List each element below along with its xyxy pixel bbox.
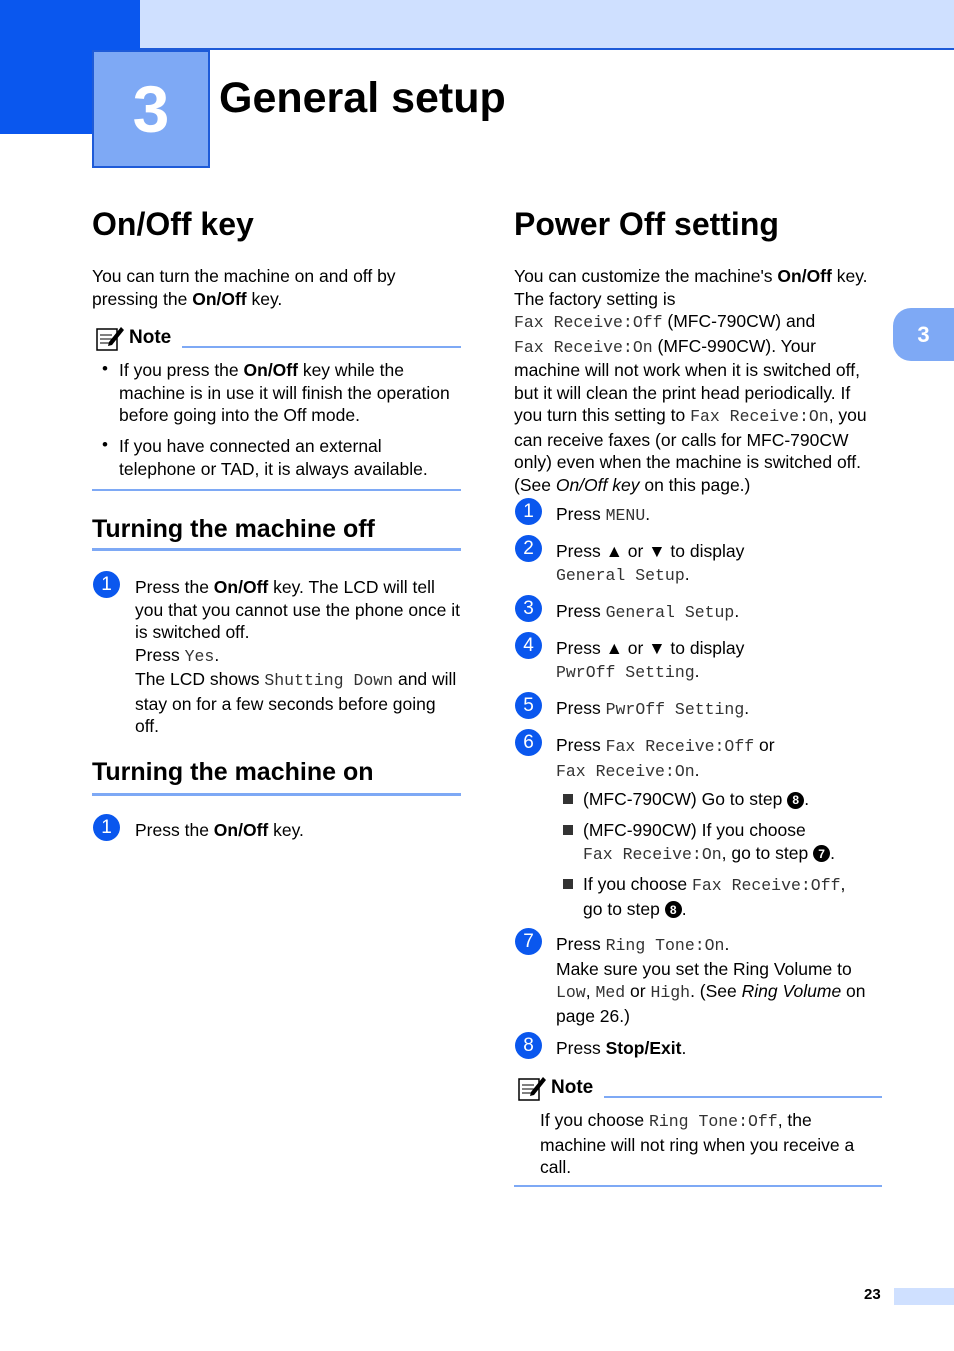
- step-reference: 8: [665, 901, 682, 918]
- text: If you choose: [540, 1110, 649, 1130]
- cross-reference: Ring Volume: [741, 981, 842, 1001]
- text: Make sure you set the Ring Volume to: [556, 958, 852, 979]
- text: key. The LCD will tell you that you cannot use the phone once it is switched off.: [135, 577, 460, 642]
- lcd-text: Fax Receive:Off: [605, 737, 755, 756]
- lcd-text: General Setup: [605, 603, 735, 622]
- text: Press: [556, 735, 606, 755]
- note-text: [540, 1109, 882, 1179]
- key-name: On/Off: [213, 820, 269, 840]
- lcd-text: Fax Receive:On: [583, 844, 722, 864]
- up-arrow-icon: ▲: [605, 541, 623, 561]
- text: If you press the: [119, 360, 244, 380]
- lcd-text: PwrOff Setting: [605, 700, 745, 719]
- text: or: [622, 541, 649, 561]
- text: .: [724, 934, 730, 954]
- chapter-number: 3: [92, 50, 210, 168]
- step-number: 1: [515, 498, 542, 525]
- lcd-text: Fax Receive:On: [690, 407, 829, 426]
- text: ,: [840, 874, 846, 894]
- text: If you have connected an external telephone or TAD, it is always available.: [119, 436, 428, 479]
- up-arrow-icon: ▲: [605, 638, 623, 658]
- text: .: [830, 842, 835, 863]
- text: .: [804, 789, 810, 809]
- note-bottom-rule: [92, 489, 461, 491]
- step-number: 8: [515, 1032, 542, 1059]
- power-off-intro: [514, 265, 882, 496]
- note-top-rule: [182, 346, 461, 348]
- bullet-marker: •: [102, 435, 108, 454]
- sub-bullet: [583, 788, 882, 811]
- note-heading: [95, 324, 171, 352]
- key-name: On/Off: [213, 577, 269, 597]
- text: Press: [556, 601, 606, 621]
- header-band-line: [140, 48, 954, 50]
- key-name: Stop/Exit: [605, 1038, 682, 1058]
- text: on page 26.): [556, 981, 866, 1026]
- note-label: Note: [551, 1077, 594, 1098]
- lcd-text: Yes: [184, 646, 215, 666]
- down-arrow-icon: ▼: [648, 541, 666, 561]
- text: .: [734, 601, 740, 621]
- text: Press: [556, 638, 606, 658]
- text: go to step: [583, 898, 665, 919]
- note-bullet: [119, 359, 461, 427]
- text: or: [622, 638, 649, 658]
- note-pencil-icon: [95, 324, 125, 352]
- text: .: [681, 1038, 687, 1058]
- step-number: 5: [515, 692, 542, 719]
- page-number: 23: [864, 1286, 881, 1303]
- step-number: 1: [93, 814, 120, 841]
- text: or: [754, 735, 775, 755]
- text: ,: [585, 981, 596, 1001]
- onoff-intro: [92, 265, 432, 310]
- step-text: [556, 503, 882, 528]
- text: You can turn the machine on and off by pressing the: [92, 266, 396, 309]
- text: (MFC-790CW) Go to step: [583, 789, 788, 809]
- lcd-text: MENU: [605, 506, 646, 525]
- key-name: On/Off: [192, 288, 247, 309]
- note-top-rule: [604, 1096, 882, 1098]
- lcd-text: General Setup: [556, 565, 685, 585]
- step-number: 1: [93, 571, 120, 598]
- text: to display: [665, 541, 745, 561]
- step-number: 2: [515, 535, 542, 562]
- lcd-text: High: [650, 983, 691, 1002]
- on-step-text: [135, 819, 461, 842]
- lcd-text: Fax Receive:Off: [514, 313, 663, 332]
- header-band: [0, 0, 954, 49]
- text: .: [681, 898, 687, 919]
- text: .: [694, 759, 700, 780]
- note-bottom-rule: [514, 1185, 882, 1187]
- text: (MFC-990CW). Your machine will not work when it is switched off, but it will clean the print head periodically. If you turn this setting to: [514, 335, 860, 425]
- off-step-text: [135, 576, 461, 738]
- text: and will stay on for a few seconds before going off.: [135, 669, 457, 736]
- step-number: 4: [515, 632, 542, 659]
- text: Press the: [135, 577, 214, 597]
- chapter-title: General setup: [219, 74, 506, 122]
- text: or: [625, 981, 651, 1001]
- text: .: [694, 660, 700, 681]
- text: .: [684, 563, 690, 584]
- text: key. The factory setting is: [514, 266, 868, 309]
- text: Press: [556, 698, 606, 718]
- text: to display: [665, 638, 745, 658]
- text: key.: [268, 820, 304, 840]
- lcd-text: Ring Tone:Off: [648, 1112, 778, 1131]
- section-rule: [92, 548, 461, 551]
- text: Press: [556, 1038, 606, 1058]
- note-heading: [517, 1074, 593, 1102]
- down-arrow-icon: ▼: [648, 638, 666, 658]
- text: (MFC-790CW) and: [662, 311, 816, 331]
- text: , go to step: [721, 842, 814, 863]
- step-text: [556, 697, 882, 722]
- step-text: [556, 637, 882, 684]
- step-reference: 8: [787, 792, 804, 809]
- text: .: [214, 644, 220, 665]
- step-text: [556, 933, 882, 1027]
- lcd-text: Med: [595, 983, 626, 1002]
- text: You can customize the machine's: [514, 266, 778, 286]
- text: key while the machine is in use it will finish the operation before going into the Off mode.: [119, 360, 450, 425]
- step-text: [556, 600, 882, 625]
- square-bullet: [563, 825, 573, 835]
- turning-on-heading: Turning the machine on: [92, 758, 374, 786]
- text: , you can receive faxes (or calls for MFC-790CW only) even when the machine is switched off. (See: [514, 405, 867, 495]
- text: . (See: [690, 981, 742, 1001]
- bullet-marker: •: [102, 359, 108, 378]
- step-text: [556, 1037, 882, 1060]
- text: Press: [556, 504, 606, 524]
- lcd-text: Fax Receive:Off: [691, 876, 841, 895]
- onoff-heading: On/Off key: [92, 206, 254, 242]
- key-name: On/Off: [243, 360, 298, 380]
- text: Press: [556, 934, 606, 954]
- lcd-text: Fax Receive:On: [556, 761, 695, 781]
- sub-bullet: [583, 819, 882, 866]
- step-text: [556, 540, 882, 587]
- lcd-text: PwrOff Setting: [556, 662, 695, 682]
- text: key.: [246, 288, 283, 309]
- note-label: Note: [129, 327, 172, 348]
- square-bullet: [563, 794, 573, 804]
- key-name: On/Off: [777, 266, 832, 286]
- side-chapter-tab: 3: [893, 308, 954, 361]
- text: .: [744, 698, 750, 718]
- step-number: 6: [515, 729, 542, 756]
- text: , the machine will not ring when you receive a call.: [540, 1110, 855, 1177]
- text: The LCD shows: [135, 669, 265, 689]
- lcd-text: Ring Tone:On: [605, 936, 725, 955]
- step-number: 3: [515, 595, 542, 622]
- text: Press: [556, 541, 606, 561]
- step-text: [556, 734, 882, 783]
- square-bullet: [563, 879, 573, 889]
- lcd-text: Fax Receive:On: [514, 337, 653, 357]
- text: (MFC-990CW) If you choose: [583, 820, 806, 840]
- turning-off-heading: Turning the machine off: [92, 515, 375, 543]
- note-bullet: [119, 435, 459, 480]
- sub-bullet: [583, 873, 882, 920]
- note-pencil-icon: [517, 1074, 547, 1102]
- footer-bar: [894, 1288, 954, 1305]
- power-off-heading: Power Off setting: [514, 206, 779, 242]
- section-rule: [92, 793, 461, 796]
- lcd-text: Low: [556, 983, 586, 1002]
- text: Press: [135, 644, 185, 665]
- text: on this page.): [639, 474, 751, 495]
- cross-reference: On/Off key: [555, 474, 640, 495]
- step-reference: 7: [813, 845, 830, 862]
- step-number: 7: [515, 928, 542, 955]
- text: .: [645, 504, 651, 524]
- text: If you choose: [583, 874, 692, 894]
- lcd-text: Shutting Down: [264, 671, 394, 690]
- text: Press the: [135, 820, 214, 840]
